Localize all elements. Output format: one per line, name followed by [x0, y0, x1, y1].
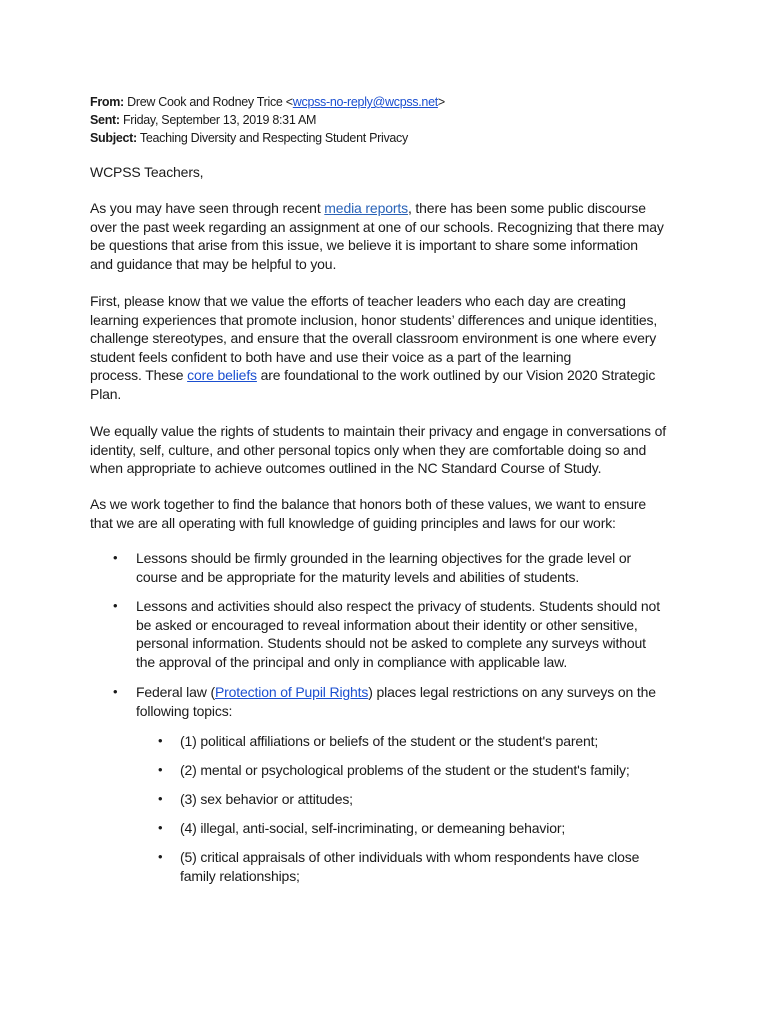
bullet-2-line2: be asked or encouraged to reveal information about their identity or other sensitive,: [136, 616, 638, 633]
para1-line3: be questions that arise from this issue, we believe it is important to share some information: [90, 237, 638, 254]
subbullet-1: [180, 732, 598, 751]
from-name: Drew Cook and Rodney Trice: [127, 95, 283, 109]
para1-line2: over the past week regarding an assignment at one of our schools. Recognizing that there may: [90, 218, 664, 235]
para2-line4: student feels confident to both have and use their voice as a part of the learning: [90, 348, 572, 365]
subbullet-4: [180, 819, 565, 838]
para1-line4: and guidance that may be helpful to you.: [90, 255, 337, 272]
para4-line2: that we are all operating with full knowledge of guiding principles and laws for our work:: [90, 514, 616, 531]
subbullet-1-marker: •: [158, 733, 163, 748]
bullet-3-line2: following topics:: [136, 702, 233, 719]
from-line: From: Drew Cook and Rodney Trice <wcpss-no-reply@wcpss.net>: [90, 95, 445, 109]
paragraph-3: [90, 422, 690, 478]
bullet-3-post: ) places legal restrictions on any surveys on the: [368, 684, 656, 700]
email-header: [90, 93, 445, 147]
bullet-3-pre: Federal law (: [136, 684, 215, 700]
paragraph-4: [90, 495, 690, 532]
subbullet-2: [180, 761, 630, 780]
bullet-1-line2: course and be appropriate for the maturity levels and abilities of students.: [136, 568, 580, 585]
subbullet-5-line2: family relationships;: [180, 867, 300, 884]
para1-post: , there has been some public discourse: [407, 200, 646, 216]
subbullet-4-text: (4) illegal, anti-social, self-incriminating, or demeaning behavior;: [180, 820, 566, 836]
subbullet-5-line1: (5) critical appraisals of other individuals with whom respondents have close: [180, 849, 640, 865]
sent-value: Friday, September 13, 2019 8:31 AM: [122, 113, 317, 127]
bullet-1-line1: Lessons should be firmly grounded in the learning objectives for the grade level or: [136, 550, 631, 566]
para3-line1: We equally value the rights of students to maintain their privacy and engage in conversations of: [90, 423, 667, 439]
subject-label: Subject:: [90, 131, 137, 145]
bullet-2-line1: Lessons and activities should also respect the privacy of students. Students should not: [136, 598, 660, 614]
paragraph-2: [90, 292, 690, 404]
bullet-2-line4: the approval of the principal and only in compliance with applicable law.: [136, 653, 568, 670]
subbullet-3-text: (3) sex behavior or attitudes;: [180, 791, 353, 807]
from-email-link[interactable]: wcpss-no-reply@wcpss.net: [292, 95, 438, 109]
subbullet-4-marker: •: [158, 820, 163, 835]
para2-line5: [90, 366, 690, 385]
bullet-2-line3: personal information. Students should not be asked to complete any surveys without: [136, 635, 646, 652]
media-reports-link[interactable]: media reports: [324, 200, 408, 216]
subbullet-5-marker: •: [158, 849, 163, 864]
para1-line1: [90, 199, 690, 218]
para2-line3: challenge stereotypes, and ensure that the overall classroom environment is one where every: [90, 330, 657, 347]
sent-label: Sent:: [90, 113, 120, 127]
subbullet-2-marker: •: [158, 762, 163, 777]
para4-line1: As we work together to find the balance that honors both of these values, we want to ensure: [90, 496, 647, 512]
subject-value: Teaching Diversity and Respecting Student Privacy: [139, 131, 408, 145]
greeting-text: WCPSS Teachers,: [90, 164, 204, 180]
bullet-2-marker: •: [113, 598, 118, 613]
subbullet-1-text: (1) political affiliations or beliefs of the student or the student's parent;: [180, 733, 599, 749]
para2-line5-pre: process. These: [90, 367, 188, 384]
bullet-2: [136, 597, 660, 671]
para3-line3: when appropriate to achieve outcomes outlined in the NC Standard Course of Study.: [90, 460, 602, 477]
protection-of-pupil-rights-link[interactable]: Protection of Pupil Rights: [214, 684, 369, 700]
para2-line1: First, please know that we value the efforts of teacher leaders who each day are creating: [90, 293, 626, 309]
para2-line6: Plan.: [90, 385, 122, 402]
greeting: [90, 163, 690, 182]
para2-line2: learning experiences that promote inclusion, honor students’ differences and unique identities,: [90, 311, 658, 328]
bullet-1-marker: •: [113, 550, 118, 565]
subbullet-2-text: (2) mental or psychological problems of the student or the student's family;: [180, 762, 630, 778]
bullet-3: [136, 683, 656, 720]
bullet-1: [136, 549, 631, 586]
bullet-3-marker: •: [113, 684, 118, 699]
subbullet-5: [180, 848, 639, 885]
para1-pre: As you may have seen through recent: [90, 200, 325, 216]
para2-line5-post: are foundational to the work outlined by our Vision 2020 Strategic: [256, 367, 656, 384]
core-beliefs-link[interactable]: core beliefs: [187, 367, 257, 384]
subbullet-3-marker: •: [158, 791, 163, 806]
subbullet-3: [180, 790, 353, 809]
bullet-3-line1: [136, 683, 656, 702]
para3-line2: identity, self, culture, and other personal topics only when they are comfortable doing so and: [90, 441, 647, 458]
subject-line: [90, 129, 445, 147]
from-label: From:: [90, 95, 124, 109]
sent-line: [90, 111, 445, 129]
paragraph-1: [90, 199, 690, 273]
